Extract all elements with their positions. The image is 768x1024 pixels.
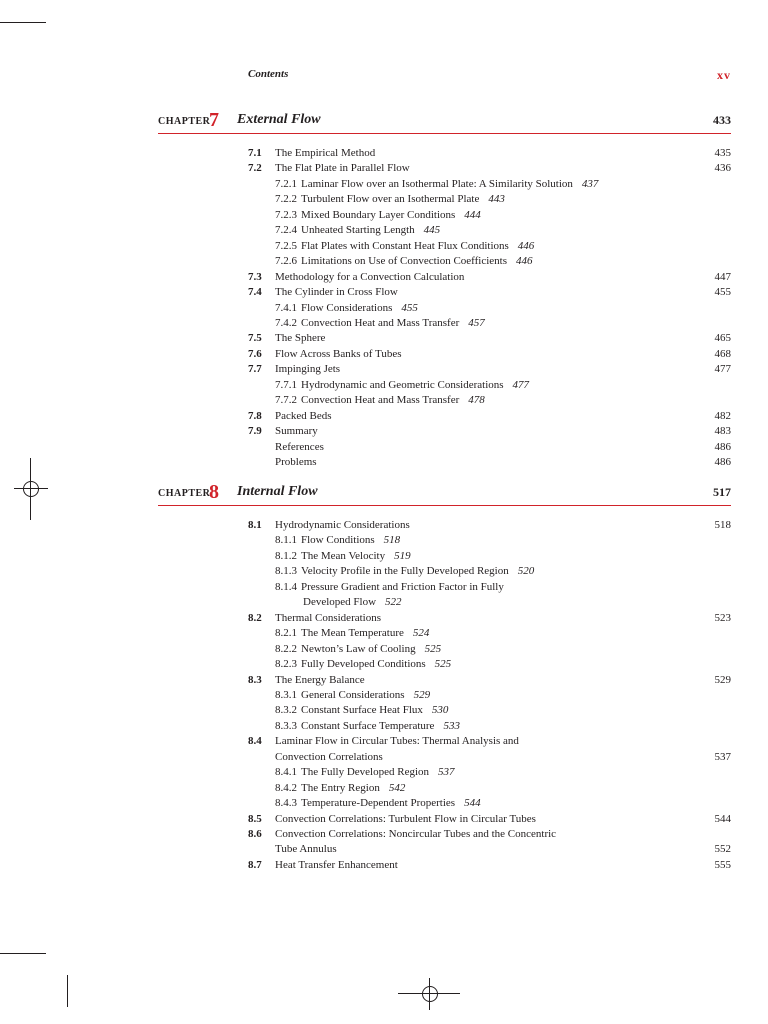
toc-section-entry[interactable] xyxy=(248,858,731,873)
subsection-title: Newton’s Law of Cooling xyxy=(301,642,416,655)
toc-subsection-entry[interactable] xyxy=(248,781,731,796)
subsection-page-number: 478 xyxy=(468,394,485,407)
toc-section-entry[interactable] xyxy=(248,161,731,176)
section-number: 8.7 xyxy=(248,858,262,871)
section-page-number: 436 xyxy=(714,162,731,175)
section-number: 8.3 xyxy=(248,673,262,686)
section-number: 7.1 xyxy=(248,147,262,159)
subsection-page-number: 530 xyxy=(431,704,449,717)
subsection-title: Pressure Gradient and Friction Factor in Fully xyxy=(301,580,504,593)
toc-subsection-entry[interactable] xyxy=(248,208,731,223)
toc-subsection-entry[interactable] xyxy=(248,580,731,595)
toc-subsection-entry[interactable] xyxy=(248,239,731,254)
subsection-text xyxy=(275,688,430,703)
registration-circle-left xyxy=(23,481,39,497)
subsection-title: The Fully Developed Region xyxy=(301,766,430,779)
subsection-title: Unheated Starting Length xyxy=(301,224,415,237)
section-number: 7.9 xyxy=(248,425,262,438)
section-page-number: 544 xyxy=(714,812,731,825)
toc-subsection-entry[interactable] xyxy=(248,719,731,734)
section-title: The Sphere xyxy=(275,332,326,345)
subsection-page-number: 443 xyxy=(488,193,505,206)
chapter-title: External Flow xyxy=(237,112,321,127)
subsection-title: The Mean Velocity xyxy=(301,549,386,562)
subsection-text xyxy=(275,533,400,548)
toc-subsection-entry[interactable] xyxy=(248,378,731,393)
toc-subsection-entry[interactable] xyxy=(248,223,731,238)
subsection-text xyxy=(275,657,451,672)
section-number: 7.7 xyxy=(248,363,262,376)
subsection-number: 8.1.2 xyxy=(275,549,297,562)
subsection-number: 8.4.1 xyxy=(275,766,297,779)
subsection-page-number: 446 xyxy=(516,255,533,268)
subsection-text xyxy=(275,626,429,641)
section-number: 8.6 xyxy=(248,828,262,840)
section-page-number: 483 xyxy=(714,425,731,438)
subsection-page-number: 529 xyxy=(413,688,431,701)
running-header xyxy=(248,68,731,84)
toc-section-entry-continued[interactable] xyxy=(248,842,731,857)
subsection-page-number: 542 xyxy=(388,781,406,794)
subsection-number: 7.2.1 xyxy=(275,177,297,190)
chapter-heading xyxy=(158,108,731,134)
toc-subsection-entry[interactable] xyxy=(248,765,731,780)
toc-subsection-entry[interactable] xyxy=(248,688,731,703)
section-title: The Cylinder in Cross Flow xyxy=(275,286,398,299)
section-page-number: 486 xyxy=(714,440,731,453)
section-number: 8.1 xyxy=(248,519,262,531)
toc-subsection-entry[interactable] xyxy=(248,703,731,718)
section-number: 7.8 xyxy=(248,409,262,422)
section-page-number: 518 xyxy=(714,519,731,531)
toc-subsection-entry[interactable] xyxy=(248,657,731,672)
subsection-title: Flow Conditions xyxy=(301,534,375,547)
subsection-title: Limitations on Use of Convection Coefficients xyxy=(301,255,508,268)
subsection-text-continued xyxy=(303,595,402,610)
subsection-page-number: 455 xyxy=(401,301,418,314)
section-number: 8.4 xyxy=(248,735,262,748)
subsection-text xyxy=(275,549,411,564)
page-number: xv xyxy=(717,68,731,82)
subsection-number: 8.2.2 xyxy=(275,642,297,655)
section-page-number: 537 xyxy=(714,750,731,763)
section-title: Flow Across Banks of Tubes xyxy=(275,347,402,360)
toc-subsection-entry[interactable] xyxy=(248,533,731,548)
subsection-text xyxy=(275,642,441,657)
section-number: 7.2 xyxy=(248,162,262,175)
chapter-rule xyxy=(158,133,731,134)
toc-section-entry[interactable] xyxy=(248,455,731,470)
subsection-title: Constant Surface Heat Flux xyxy=(301,704,423,717)
section-title: Convection Correlations: Noncircular Tubes and the Concentric xyxy=(275,828,557,840)
toc-subsection-entry[interactable] xyxy=(248,626,731,641)
section-title: Packed Beds xyxy=(275,409,332,422)
subsection-page-number: 522 xyxy=(385,596,402,609)
subsection-text xyxy=(275,254,533,269)
toc-subsection-entry[interactable] xyxy=(248,254,731,269)
subsection-number: 8.2.1 xyxy=(275,627,297,640)
section-title-continued: Convection Correlations xyxy=(275,750,383,763)
section-number: 8.2 xyxy=(248,611,262,624)
crop-mark-bottom-vertical xyxy=(67,975,68,1007)
toc-section-entry[interactable] xyxy=(248,409,731,424)
subsection-title-continued: Developed Flow xyxy=(303,596,377,609)
toc-section-entry-continued[interactable] xyxy=(248,750,731,765)
subsection-number: 7.2.2 xyxy=(275,193,297,206)
toc-section-entry[interactable] xyxy=(248,331,731,346)
section-title: The Flat Plate in Parallel Flow xyxy=(275,162,410,175)
subsection-text xyxy=(275,719,460,734)
subsection-number: 8.1.1 xyxy=(275,534,297,547)
chapter-rule xyxy=(158,505,731,506)
subsection-page-number: 518 xyxy=(383,534,401,547)
subsection-number: 8.3.2 xyxy=(275,704,297,717)
section-number: 7.6 xyxy=(248,347,262,360)
crop-mark-top-left xyxy=(0,22,46,23)
toc-subsection-entry[interactable] xyxy=(248,192,731,207)
toc-subsection-entry[interactable] xyxy=(248,177,731,192)
section-page-number: 529 xyxy=(714,673,731,686)
subsection-page-number: 537 xyxy=(438,766,455,779)
toc-section-entry[interactable] xyxy=(248,827,731,842)
section-title: Hydrodynamic Considerations xyxy=(275,519,410,531)
subsection-title: Hydrodynamic and Geometric Considerations xyxy=(301,378,504,391)
subsection-text xyxy=(275,223,440,238)
subsection-number: 7.2.4 xyxy=(275,224,297,237)
section-page-number: 455 xyxy=(714,286,731,299)
section-title: Convection Correlations: Turbulent Flow in Circular Tubes xyxy=(275,812,536,825)
section-page-number: 482 xyxy=(714,409,731,422)
chapter-label: CHAPTER xyxy=(158,116,211,127)
section-number: 7.3 xyxy=(248,270,262,283)
section-page-number: 477 xyxy=(714,363,731,376)
section-page-number: 523 xyxy=(714,611,731,624)
section-number: 7.4 xyxy=(248,286,262,299)
subsection-title: Temperature-Dependent Properties xyxy=(301,797,456,810)
toc-subsection-entry[interactable] xyxy=(248,549,731,564)
subsection-text xyxy=(275,393,485,408)
subsection-number: 8.3.1 xyxy=(275,688,297,701)
subsection-text xyxy=(275,208,481,223)
subsection-page-number: 477 xyxy=(512,378,530,391)
subsection-title: Turbulent Flow over an Isothermal Plate xyxy=(301,193,480,206)
subsection-page-number: 445 xyxy=(423,224,441,237)
subsection-text xyxy=(275,378,529,393)
subsection-text xyxy=(275,564,534,579)
subsection-title: General Considerations xyxy=(301,688,405,701)
subsection-title: Convection Heat and Mass Transfer xyxy=(301,394,460,407)
chapter-number: 8 xyxy=(209,481,219,503)
subsection-number: 8.3.3 xyxy=(275,719,297,732)
subsection-text xyxy=(275,580,504,595)
subsection-title: Velocity Profile in the Fully Developed Region xyxy=(301,565,509,578)
subsection-page-number: 437 xyxy=(581,177,599,190)
section-title: Summary xyxy=(275,425,318,438)
toc-section-entry[interactable] xyxy=(248,424,731,439)
toc-subsection-entry-continued[interactable] xyxy=(248,595,731,610)
running-title: Contents xyxy=(248,68,289,80)
subsection-page-number: 524 xyxy=(412,627,430,640)
section-number: 7.5 xyxy=(248,332,262,345)
subsection-text xyxy=(275,239,534,254)
subsection-title: Flat Plates with Constant Heat Flux Conditions xyxy=(301,239,509,252)
section-page-number: 486 xyxy=(714,456,731,468)
toc-subsection-entry[interactable] xyxy=(248,301,731,316)
section-number: 8.5 xyxy=(248,812,262,825)
subsection-page-number: 525 xyxy=(434,658,452,671)
subsection-title: Laminar Flow over an Isothermal Plate: A Similarity Solution xyxy=(301,177,573,190)
section-page-number: 552 xyxy=(714,843,731,856)
subsection-title: Flow Considerations xyxy=(301,301,393,314)
toc-section-entry[interactable] xyxy=(248,812,731,827)
subsection-title: The Entry Region xyxy=(301,781,380,794)
subsection-text xyxy=(275,703,448,718)
subsection-text xyxy=(275,301,418,316)
section-title: Impinging Jets xyxy=(275,363,341,376)
subsection-title: Convection Heat and Mass Transfer xyxy=(301,316,460,329)
section-page-number: 447 xyxy=(714,270,731,283)
chapter-number: 7 xyxy=(209,109,219,131)
section-title-continued: Tube Annulus xyxy=(275,843,337,856)
toc-section-entry[interactable] xyxy=(248,518,731,533)
section-page-number: 468 xyxy=(714,347,731,360)
section-title: References xyxy=(275,440,324,453)
subsection-title: Constant Surface Temperature xyxy=(301,719,435,732)
toc-subsection-entry[interactable] xyxy=(248,393,731,408)
toc-subsection-entry[interactable] xyxy=(248,642,731,657)
toc-subsection-entry[interactable] xyxy=(248,564,731,579)
subsection-number: 8.2.3 xyxy=(275,658,297,671)
toc-section-entry[interactable] xyxy=(248,146,731,161)
section-title: Laminar Flow in Circular Tubes: Thermal Analysis and xyxy=(275,735,519,748)
subsection-page-number: 525 xyxy=(424,642,442,655)
subsection-number: 8.4.3 xyxy=(275,797,297,810)
toc-section-entry[interactable] xyxy=(248,440,731,455)
section-title: Heat Transfer Enhancement xyxy=(275,858,398,871)
chapter-label: CHAPTER xyxy=(158,488,211,499)
toc-section-entry[interactable] xyxy=(248,285,731,300)
crop-mark-bottom-left xyxy=(0,953,46,954)
section-title: Problems xyxy=(275,456,317,468)
section-page-number: 465 xyxy=(714,332,731,345)
subsection-text xyxy=(275,192,505,207)
toc-subsection-entry[interactable] xyxy=(248,316,731,331)
toc-section-entry[interactable] xyxy=(248,270,731,285)
subsection-page-number: 444 xyxy=(464,208,481,221)
chapter-page-number: 517 xyxy=(713,485,731,499)
toc-section-entry[interactable] xyxy=(248,347,731,362)
subsection-title: Fully Developed Conditions xyxy=(301,658,426,671)
registration-circle-bottom xyxy=(422,986,438,1002)
subsection-number: 7.4.2 xyxy=(275,316,297,329)
toc-section-entry[interactable] xyxy=(248,362,731,377)
subsection-text xyxy=(275,177,598,192)
subsection-page-number: 533 xyxy=(443,719,460,732)
subsection-number: 8.4.2 xyxy=(275,781,297,794)
section-title: The Empirical Method xyxy=(275,147,376,159)
subsection-number: 7.2.3 xyxy=(275,208,297,221)
section-title: Methodology for a Convection Calculation xyxy=(275,270,465,283)
subsection-number: 7.2.5 xyxy=(275,239,297,252)
subsection-number: 8.1.4 xyxy=(275,580,297,593)
section-page-number: 435 xyxy=(714,147,731,159)
subsection-number: 7.4.1 xyxy=(275,301,297,314)
subsection-text xyxy=(275,796,481,811)
subsection-page-number: 519 xyxy=(394,549,411,562)
subsection-number: 7.7.1 xyxy=(275,378,297,391)
section-title: The Energy Balance xyxy=(275,673,365,686)
subsection-page-number: 446 xyxy=(517,239,535,252)
subsection-number: 7.2.6 xyxy=(275,255,297,268)
subsection-text xyxy=(275,765,455,780)
subsection-title: The Mean Temperature xyxy=(301,627,404,640)
subsection-number: 7.7.2 xyxy=(275,394,297,407)
section-title: Thermal Considerations xyxy=(275,611,382,624)
subsection-page-number: 457 xyxy=(468,316,485,329)
toc-section-entry[interactable] xyxy=(248,611,731,626)
toc-section-entry[interactable] xyxy=(248,673,731,688)
chapter-heading xyxy=(158,480,731,506)
subsection-number: 8.1.3 xyxy=(275,565,297,578)
chapter-title: Internal Flow xyxy=(237,484,318,499)
subsection-page-number: 520 xyxy=(517,565,535,578)
subsection-text xyxy=(275,316,485,331)
chapter-page-number: 433 xyxy=(713,113,731,127)
toc-subsection-entry[interactable] xyxy=(248,796,731,811)
subsection-page-number: 544 xyxy=(464,797,481,810)
subsection-title: Mixed Boundary Layer Conditions xyxy=(301,208,456,221)
subsection-text xyxy=(275,781,405,796)
section-page-number: 555 xyxy=(714,858,731,871)
toc-section-entry[interactable] xyxy=(248,734,731,749)
